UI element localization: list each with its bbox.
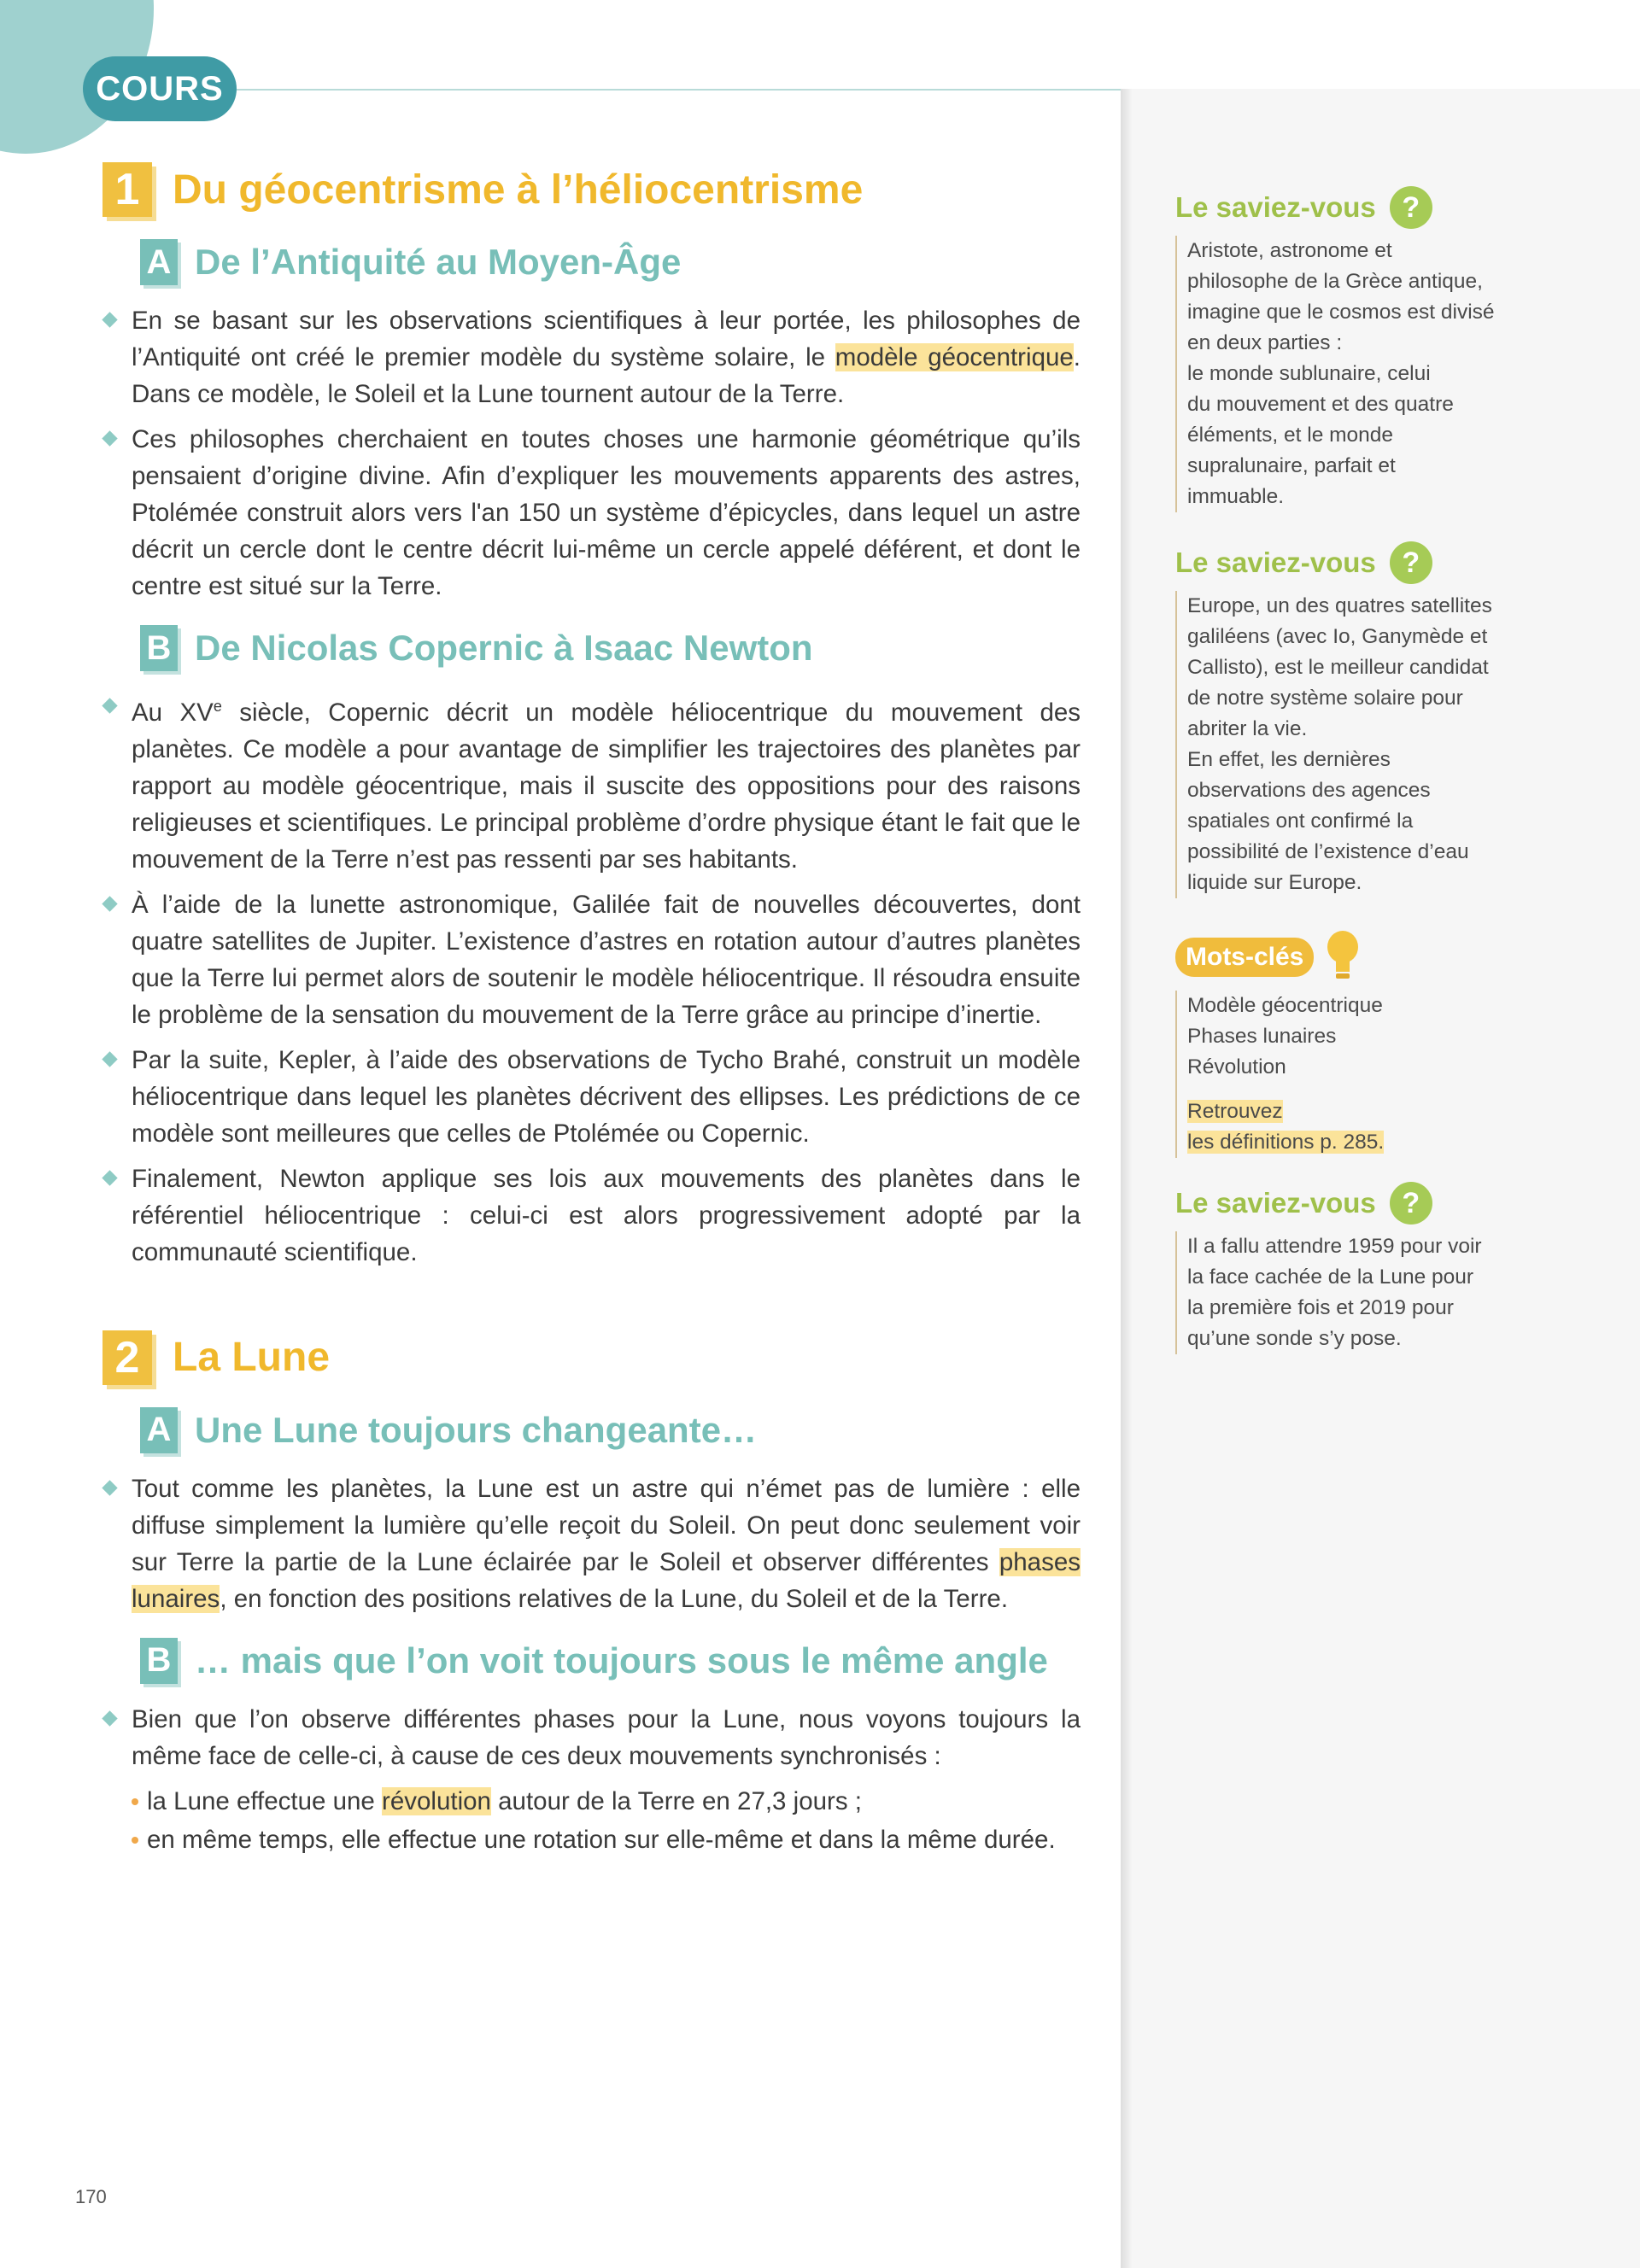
section-title-1: Du géocentrisme à l’héliocentrisme [173,167,864,213]
question-icon: ? [1390,541,1432,584]
question-icon: ? [1390,186,1432,229]
page-number: 170 [75,2186,107,2207]
list-item: en même temps, elle effectue une rotation sur elle-même et dans la même durée. [102,1821,1081,1858]
section-number-1: 1 [102,162,152,217]
paragraph: En se basant sur les observations scientifiques à leur portée, les philosophes de l’Antiquité ont créé le premier modèle du système solaire, le modèle géocentrique. Dans ce modèle, le Soleil et la Lune tournent autour de la Terre. [102,302,1081,412]
saviez-vous-box-2 [1175,541,1508,898]
subsection-letter-2a: A [140,1407,178,1453]
paragraph: Tout comme les planètes, la Lune est un astre qui n’émet pas de lumière : elle diffuse simplement la lumière qu’elle reçoit du Soleil. On peut donc seulement voir sur Terre la partie de la Lune éclairée par le Soleil et observer différentes phases lunaires, en fonction des positions relatives de la Lune, du Soleil et de la Terre. [102,1470,1081,1617]
subsection-title-1a: De l’Antiquité au Moyen-Âge [195,242,682,282]
aside-body: Modèle géocentrique Phases lunaires Révolution Retrouvez les définitions p. 285. [1175,991,1508,1158]
aside-title: Le saviez-vous [1175,191,1376,223]
aside-title: Le saviez-vous [1175,547,1376,578]
aside-body: Il a fallu attendre 1959 pour voir la face cachée de la Lune pour la première fois et 2019 pour qu’une sonde s’y pose. [1175,1231,1508,1354]
dot-bullet-icon [132,1837,138,1844]
paragraph: Ces philosophes cherchaient en toutes choses une harmonie géométrique qu’ils pensaient d’origine divine. Afin d’expliquer les mouvements apparents des astres, Ptolémée construit alors vers l'an 150 un système d’épicycles, dans lequel un astre décrit un cercle dont le centre décrit lui-même un cercle appelé déférent, et dont le centre est situé sur la Terre. [102,421,1081,605]
aside-body: Europe, un des quatres satellites galiléens (avec Io, Ganymède et Callisto), est le meilleur candidat de notre système solaire pour abriter la vie. En effet, les dernières observations des agences spatiales ont confirmé la possibilité de l’existence d’eau liquide sur Europe. [1175,591,1508,898]
paragraph: Par la suite, Kepler, à l’aide des observations de Tycho Brahé, construit un modèle héliocentrique dans lequel les planètes décrivent des ellipses. Les prédictions de ce modèle sont meilleures que celles de Ptolémée ou Copernic. [102,1042,1081,1152]
keyword-highlight: phases lunaires [132,1547,1081,1613]
dot-bullet-icon [132,1798,138,1805]
subsection-letter-1b: B [140,625,178,671]
subsection-1b-heading [140,625,1081,671]
saviez-vous-box-1 [1175,186,1508,512]
diamond-bullet-icon [102,430,117,446]
subsection-2b-heading [140,1638,1081,1684]
diamond-bullet-icon [102,896,117,911]
section-title-2: La Lune [173,1335,331,1381]
keyword-highlight: modèle géocentrique [835,343,1074,371]
paragraph: À l’aide de la lunette astronomique, Galilée fait de nouvelles découvertes, dont quatre satellites de Jupiter. L’existence d’astres en rotation autour d’autres planètes que la Terre lui permet alors de soutenir le modèle héliocentrique. Il résoudra ensuite le problème de la sensation du mouvement de la Terre grâce au principe d’inertie. [102,886,1081,1033]
diamond-bullet-icon [102,312,117,327]
diamond-bullet-icon [102,1480,117,1495]
section-number-2: 2 [102,1330,152,1385]
cours-badge: COURS [83,56,237,121]
mots-cles-box [1175,931,1508,1158]
subsection-title-2a: Une Lune toujours changeante… [195,1409,758,1450]
section-2-heading [102,1330,1081,1385]
definitions-link[interactable]: Retrouvez les définitions p. 285. [1187,1100,1385,1154]
mots-cles-badge: Mots-clés [1175,938,1314,977]
list-item: la Lune effectue une révolution autour de la Terre en 27,3 jours ; [102,1783,1081,1820]
paragraph: Au XVe siècle, Copernic décrit un modèle héliocentrique du mouvement des planètes. Ce modèle a pour avantage de simplifier les trajectoires des planètes par rapport au modèle géocentrique, mais il suscite des oppositions pour des raisons religieuses et scientifiques. Le principal problème d’ordre physique étant le fait que le mouvement de la Terre n’est pas ressenti par ses habitants. [102,688,1081,878]
saviez-vous-box-3 [1175,1182,1508,1354]
subsection-1a-heading [140,239,1081,285]
paragraph: Bien que l’on observe différentes phases pour la Lune, nous voyons toujours la même face de celle-ci, à cause de ces deux mouvements synchronisés : [102,1701,1081,1774]
subsection-title-2b: … mais que l’on voit toujours sous le même angle [195,1640,1048,1681]
subsection-title-1b: De Nicolas Copernic à Isaac Newton [195,628,813,668]
keyword-highlight: révolution [382,1786,491,1815]
main-content [102,162,1081,1860]
diamond-bullet-icon [102,698,117,713]
paragraph: Finalement, Newton applique ses lois aux mouvements des planètes dans le référentiel héliocentrique : celui-ci est alors progressivement adopté par la communauté scientifique. [102,1160,1081,1271]
question-icon: ? [1390,1182,1432,1225]
subsection-letter-2b: B [140,1638,178,1684]
diamond-bullet-icon [102,1170,117,1185]
diamond-bullet-icon [102,1051,117,1067]
subsection-letter-1a: A [140,239,178,285]
sidebar-shadow [1121,89,1133,2268]
section-1-heading [102,162,1081,217]
diamond-bullet-icon [102,1710,117,1726]
subsection-2a-heading [140,1407,1081,1453]
lightbulb-icon [1322,931,1363,984]
aside-body: Aristote, astronome et philosophe de la Grèce antique, imagine que le cosmos est divisé en deux parties : le monde sublunaire, celui du mouvement et des quatre éléments, et le monde supralunaire, parfait et immuable. [1175,236,1508,512]
aside-title: Le saviez-vous [1175,1187,1376,1219]
